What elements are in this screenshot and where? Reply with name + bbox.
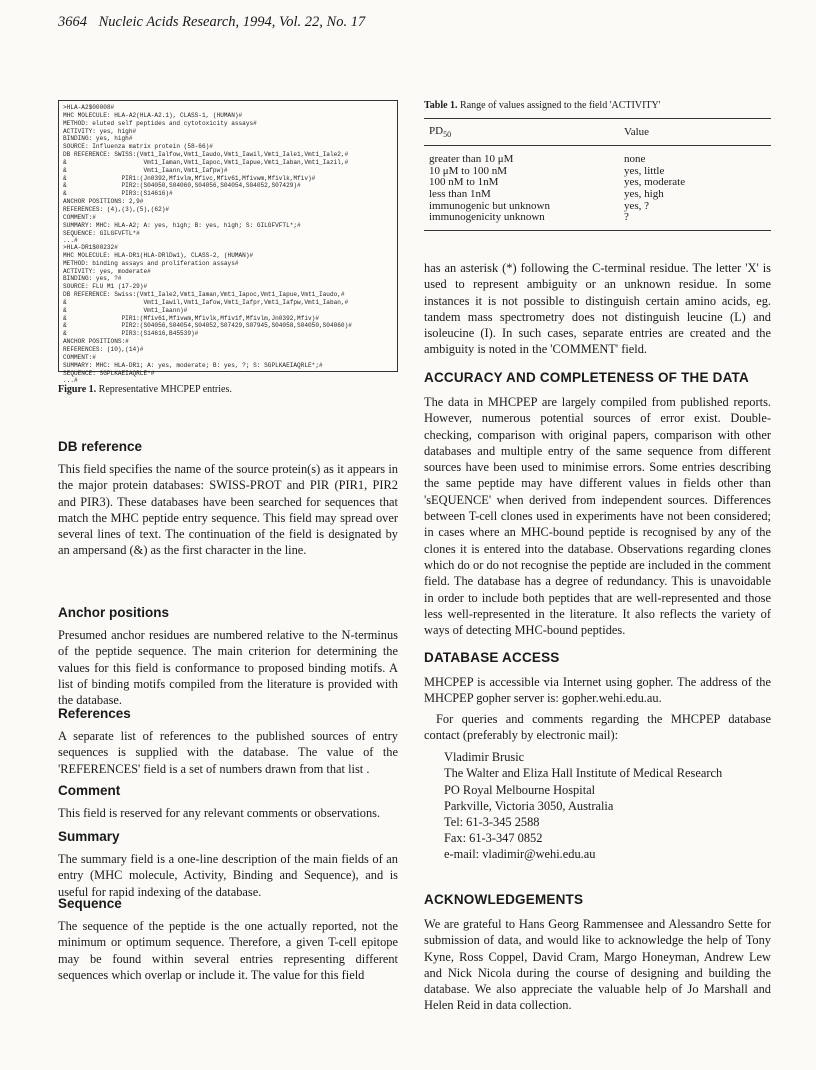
mhcpep-entry-2: >HLA-DR1$00232# MHC MOLECULE: HLA-DR1(HLA-DRlDw1), CLASS-2, (HUMAN)# METHOD: binding assays and proliferation assays# ACTIVITY: yes, moderate# BINDING: yes, ?# SOURCE: FLU M1 (17-29)# DB REFERENCE: Swiss:(Vmt1_Iale2,Vmt1_Iaman,Vmt1_Iapoc,Vmt1_Iapue,Vmt1_Iaudo,# & Vmt1_Iawil,Vmt1_Iafow,Vmt1_Iafpr,Vmt1_Iafpw,Vmt1_Iaban,# & Vmt1_Iaann)# & PIR1:(Mfiv61,Mfivwm,Mfivlk,Mfiv1f,Mfivlm,Jn0392,Mfiv)# & PIR2:(S04056,S04054,S04052,S07429,S07945,S04058,S04050,S04060)# & PIR3:(S14616,B45539)# ANCHOR POSITIONS:# REFERENCES: (10),(14)# COMMENT:# SUMMARY: MHC: HLA-DR1; A: yes, moderate; B: yes, ?; S: SGPLKAEIAQRLE*;# SEQUENCE: SGPLKAEIAQRLE*# ...#: [63, 244, 352, 385]
value-cell: none: [624, 153, 646, 166]
contact-email: e-mail: vladimir@wehi.edu.au: [444, 847, 596, 862]
paragraph: The data in MHCPEP are largely compiled from published reports. However, numerous potential sources of error exist. Double-checking, comparison with original papers, comparison with other databases and multiple entry of the same sequence from different sources have been used to minimise errors. Some entries describing the same peptide may have different values in fields other than 'sEQUENCE' when derived from independent sources. Differences between T-cell clones used in experiments have not been considered; in cases where an MHC-bound peptide is recognised by any of the clones it is entered into the database. Observations regarding clones which do or do not recognise the peptide are included in the comment field. The database has a degree of redundancy. This is unavoidable in order to include both peptides that are well-represented and those less well-represented in the literature. It also reflects the variety of ways of detecting MHC-bound peptides.: [424, 395, 771, 638]
range-cell: immunogenic but unknown: [429, 199, 550, 212]
section-heading: DB reference: [58, 439, 143, 454]
section-references: [58, 706, 398, 777]
table-1-caption: Table 1. Range of values assigned to the field 'ACTIVITY': [424, 100, 661, 111]
running-head: [58, 14, 365, 31]
range-cell: immunogenicity unknown: [424, 212, 619, 230]
section-heading: DATABASE ACCESS: [424, 650, 560, 665]
value-cell: yes, moderate: [624, 176, 686, 189]
contact-city: Parkville, Victoria 3050, Australia: [444, 798, 614, 813]
contact-address: [444, 749, 771, 862]
mhcpep-entry-1: >HLA-A2$00008# MHC MOLECULE: HLA-A2(HLA-A2.1), CLASS-1, (HUMAN)# METHOD: eluted self peptides and cytotoxicity assays# ACTIVITY: yes, high# BINDING: yes, high# SOURCE: Influenza matrix protein (58-66)# DB REFERENCE: SWISS:(Vmt1_Ialfow,Vmt1_Iaudo,Vmt1_Iawil,Vmt1_Iale1,Vmt1_Iale2,# & Vmt1_Iaman,Vmt1_Iapoc,Vmt1_Iapue,Vmt1_Iaban,Vmt1_Iazil,# & Vmt1_Iaann,Vmt1_Iafpw)# & PIR1:(Jn0392,Mfivlm,Mfivc,Mfiv61,Mfivwm,Mfivlk,Mfiv)# & PIR2:(S04050,S04060,S04056,S04054,S04052,S07429)# & PIR3:(S14616)# ANCHOR POSITIONS: 2,9# REFERENCES: (4),(3),(5),(62)# COMMENT:# SUMMARY: MHC: HLA-A2; A: yes, high; B: yes, high; S: GILGFVFTL*;# SEQUENCE: GILGFVFTL*# ...#: [63, 104, 349, 245]
section-heading: References: [58, 706, 131, 721]
section-summary: [58, 829, 398, 900]
table-row: [424, 146, 771, 166]
section-heading: ACCURACY AND COMPLETENESS OF THE DATA: [424, 370, 749, 385]
range-cell: greater than 10 μM: [429, 153, 514, 166]
section-accuracy: [424, 370, 771, 638]
paragraph: The sequence of the peptide is the one actually reported, not the minimum or optimum sequence. Therefore, a given T-cell epitope may be found within several entries representing different sequences which overlap or include it. The value for this field: [58, 919, 398, 982]
table-row: [424, 189, 771, 201]
section-heading: Summary: [58, 829, 120, 844]
paragraph: We are grateful to Hans Georg Rammensee and Alessandro Sette for submission of data, and would like to acknowledge the help of Tony Kyne, Ross Coppel, David Cram, Margo Honeyman, Andrew Lew and Nick Nicola during the course of designing and building the database. We also appreciate the valuable help of Jo Marshall and Helen Reid in data collection.: [424, 917, 771, 1013]
column-header-value: Value: [619, 119, 771, 146]
page-number: 3664: [58, 14, 87, 30]
section-heading: Anchor positions: [58, 605, 169, 620]
figure-1-caption: Figure 1. Representative MHCPEP entries.: [58, 384, 232, 395]
paragraph: The summary field is a one-line description of the main fields of an entry (MHC molecule, Activity, Binding and Sequence), and is useful for rapid indexing of the database.: [58, 852, 398, 899]
value-cell: yes, ?: [624, 199, 650, 212]
section-anchor-positions: [58, 605, 398, 708]
section-db-reference: [58, 439, 398, 559]
contact-tel: Tel: 61-3-345 2588: [444, 815, 540, 829]
paragraph: This field specifies the name of the source protein(s) as it appears in the major protein databases: SWISS-PROT and PIR (PIR1, PIR2 and PIR3). These databases have been searched for sequences that match the MHC peptide entry sequence. This field may spread over several lines of text. The continuation of the field is designated by an ampersand (&) as the first character in the line.: [58, 462, 398, 558]
paragraph: For queries and comments regarding the MHCPEP database contact (preferably by electronic mail):: [424, 711, 771, 742]
range-cell: 10 μM to 100 nM: [429, 164, 508, 177]
figure-1-box: [58, 100, 398, 385]
section-heading: Sequence: [58, 896, 122, 911]
paragraph: This field is reserved for any relevant comments or observations.: [58, 806, 381, 820]
contact-fax: Fax: 61-3-347 0852: [444, 831, 543, 846]
journal-citation: Nucleic Acids Research, 1994, Vol. 22, No. 17: [98, 14, 366, 30]
range-cell: 100 nM to 1nM: [429, 176, 499, 189]
paragraph: A separate list of references to the published sources of entry sequences is supplied with the database. The value of the 'REFERENCES' field is a set of numbers drawn from that list .: [58, 729, 398, 776]
table-header-row: [424, 119, 771, 146]
value-cell: yes, little: [624, 164, 665, 177]
contact-po: PO Royal Melbourne Hospital: [444, 782, 596, 797]
table-row: [424, 212, 771, 230]
section-database-access: [424, 650, 771, 863]
section-heading: Comment: [58, 783, 121, 798]
column-header-pd50: $PD_{50}$: [424, 119, 619, 146]
contact-institute: The Walter and Eliza Hall Institute of Medical Research: [444, 766, 723, 781]
contact-name: Vladimir Brusic: [444, 750, 525, 765]
sequence-continuation-paragraph: has an asterisk (*) following the C-terminal residue. The letter 'X' is used to represent ambiguity or an unknown residue. In some instances it is not possible to distinguish certain amino acids, eg. tandem mass spectrometry does not distinguish leucine (L) and isoleucine (I). In such cases, separate entries are created and the ambiguity is noted in the 'COMMENT' field.: [424, 261, 771, 357]
activity-table: [424, 118, 771, 231]
section-heading: ACKNOWLEDGEMENTS: [424, 892, 584, 907]
paragraph: MHCPEP is accessible via Internet using gopher. The address of the MHCPEP gopher server is: gopher.wehi.edu.au.: [424, 675, 771, 706]
value-cell: ?: [619, 212, 771, 230]
section-acknowledgements: [424, 892, 771, 1014]
value-cell: yes, high: [624, 187, 664, 200]
section-sequence: [58, 896, 398, 983]
paragraph: Presumed anchor residues are numbered relative to the N-terminus of the peptide sequence. The main criterion for determining the values for this field is conformance to proposed binding motifs. A list of binding motifs compiled from the literature is provided with the database.: [58, 628, 398, 708]
range-cell: less than 1nM: [429, 187, 491, 200]
section-comment: [58, 783, 398, 821]
